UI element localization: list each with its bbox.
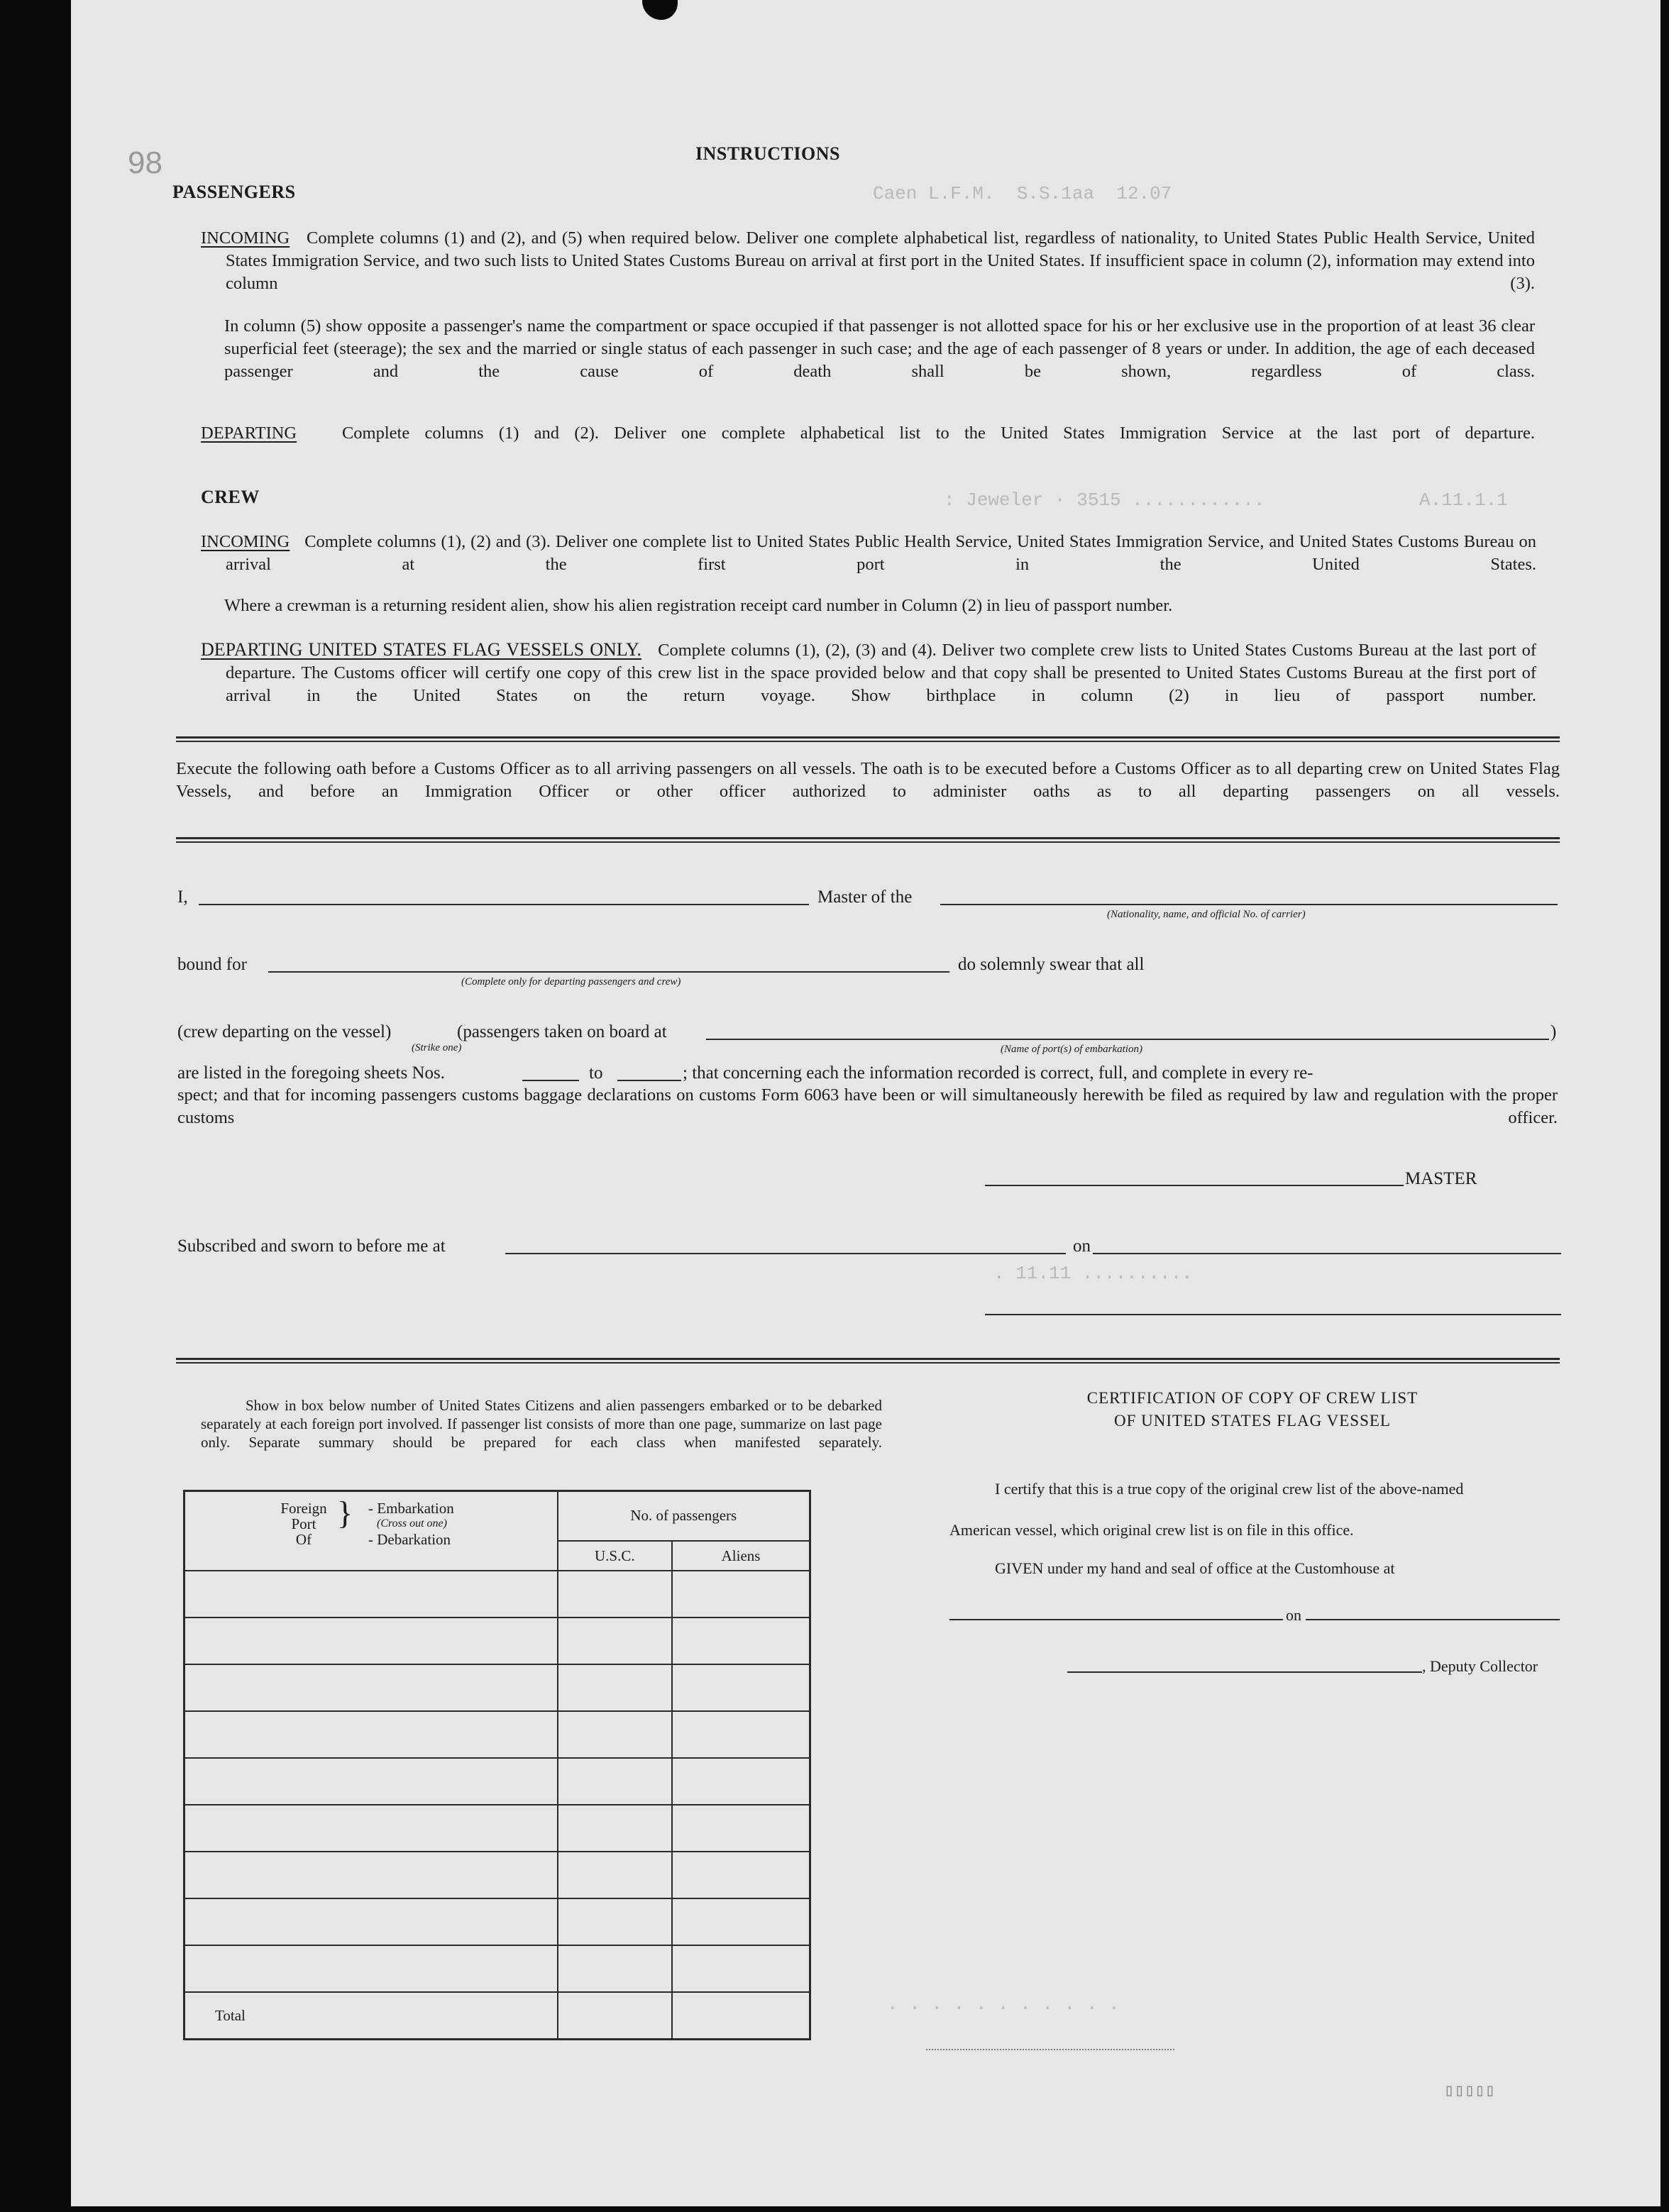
certification-on-label: on xyxy=(1286,1606,1301,1624)
officer-signature-field[interactable] xyxy=(985,1314,1561,1315)
table-row xyxy=(184,1617,810,1664)
bleed-through-text: : Jeweler · 3515 ............ xyxy=(944,490,1265,511)
master-label: MASTER xyxy=(1405,1169,1477,1188)
port-cell[interactable] xyxy=(184,1711,558,1758)
table-row xyxy=(184,1664,810,1711)
usc-cell[interactable] xyxy=(558,1617,673,1664)
usc-cell[interactable] xyxy=(558,1898,673,1945)
passengers-incoming-paragraph xyxy=(201,227,1535,318)
bleed-through-text: Caen L.F.M. S.S.1aa 12.07 xyxy=(873,183,1172,204)
total-aliens-cell[interactable] xyxy=(672,1992,810,2039)
archive-stamp: ▯▯▯▯▯ xyxy=(1444,2082,1496,2101)
total-row xyxy=(184,1992,810,2039)
passengers-taken-option[interactable]: (passengers taken on board at xyxy=(457,1022,667,1041)
aliens-cell[interactable] xyxy=(672,1805,810,1852)
crew-departing-label: DEPARTING UNITED STATES FLAG VESSELS ONLY. xyxy=(201,639,641,660)
port-header-cell xyxy=(184,1491,558,1571)
port-cell[interactable] xyxy=(184,1805,558,1852)
table-row xyxy=(184,1898,810,1945)
listed-continuation-text: spect; and that for incoming passengers customs baggage declarations on customs Form 6063 have been or will simultaneously herewith be filed as required by law and regulation with the proper customs officer. xyxy=(177,1085,1558,1127)
listed-label: are listed in the foregoing sheets Nos. xyxy=(177,1063,445,1083)
deputy-collector-label: , Deputy Collector xyxy=(1422,1657,1538,1675)
deputy-signature-field[interactable] xyxy=(1067,1671,1422,1673)
subscribed-label: Subscribed and sworn to before me at xyxy=(177,1237,446,1256)
master-signature-field[interactable] xyxy=(985,1185,1404,1186)
port-cell[interactable] xyxy=(184,1617,558,1664)
embarkation-port-field[interactable] xyxy=(706,1039,1549,1040)
stamp-residue xyxy=(926,2049,1174,2050)
oath-intro-paragraph xyxy=(176,758,1560,826)
aliens-cell[interactable] xyxy=(672,1758,810,1805)
carrier-caption: (Nationality, name, and official No. of carrier) xyxy=(1107,909,1306,920)
sheet-from-field[interactable] xyxy=(522,1080,579,1081)
section-divider xyxy=(176,837,1560,843)
table-row xyxy=(184,1571,810,1617)
aliens-cell[interactable] xyxy=(672,1898,810,1945)
certification-title xyxy=(940,1387,1565,1432)
bound-for-field[interactable] xyxy=(268,971,949,973)
cross-out-caption: (Cross out one) xyxy=(377,1517,447,1530)
certify-text-line2: American vessel, which original crew list is on file in this office. xyxy=(949,1521,1354,1539)
customhouse-field[interactable] xyxy=(949,1619,1283,1620)
summary-instructions-text: Show in box below number of United States Citizens and alien passengers embarked or to be debarked separately at each foreign port involved. If passenger list consists of more than one page, summarize on last page only. Separate summary should be prepared for each class when manifested separately. xyxy=(201,1397,882,1451)
page-title: INSTRUCTIONS xyxy=(695,143,840,164)
listed-to-label: to xyxy=(589,1063,603,1083)
bound-for-label: bound for xyxy=(177,955,247,974)
passengers-incoming-text: Complete columns (1) and (2), and (5) when required below. Deliver one complete alphabetical list, regardless of nationality, to United States Public Health Service, United States Immigration Service, and two such lists to United States Customs Bureau on arrival at first port in the United States. If insufficient space in column (2), information may extend into column (3). xyxy=(226,228,1535,293)
section-divider xyxy=(176,736,1560,742)
port-cell[interactable] xyxy=(184,1945,558,1992)
table-row xyxy=(184,1711,810,1758)
bleed-through-text: . . . . . . . . . . . xyxy=(887,1993,1120,2015)
embarkation-option[interactable]: - Embarkation xyxy=(368,1500,454,1517)
oath-i-label: I, xyxy=(177,887,188,907)
listed-statement: ; that concerning each the information recorded is correct, full, and complete in every re- xyxy=(683,1063,1313,1083)
close-paren: ) xyxy=(1550,1022,1557,1041)
usc-cell[interactable] xyxy=(558,1945,673,1992)
certification-title-line2: OF UNITED STATES FLAG VESSEL xyxy=(1114,1412,1391,1429)
no-passengers-header: No. of passengers xyxy=(558,1491,810,1541)
certification-title-line1: CERTIFICATION OF COPY OF CREW LIST xyxy=(1086,1389,1419,1407)
usc-cell[interactable] xyxy=(558,1805,673,1852)
carrier-field[interactable] xyxy=(940,904,1558,905)
usc-header: U.S.C. xyxy=(558,1541,673,1571)
table-row xyxy=(184,1758,810,1805)
aliens-cell[interactable] xyxy=(672,1664,810,1711)
port-cell[interactable] xyxy=(184,1758,558,1805)
aliens-cell[interactable] xyxy=(672,1571,810,1617)
passengers-incoming-label: INCOMING xyxy=(201,228,290,248)
aliens-cell[interactable] xyxy=(672,1711,810,1758)
aliens-header: Aliens xyxy=(672,1541,810,1571)
aliens-cell[interactable] xyxy=(672,1852,810,1898)
crew-departing-text: Complete columns (1), (2), (3) and (4). Deliver two complete crew lists to United States Customs Bureau at the last port of departure. The Customs officer will certify one copy of this crew list in the space provided below and that copy shall be presented to United States Customs Bureau at the first port of arrival in the United States on the return voyage. Show birthplace in column (2) in lieu of passport number. xyxy=(226,641,1536,705)
table-row xyxy=(184,1945,810,1992)
page-number: 98 xyxy=(128,145,163,180)
crew-incoming-paragraph xyxy=(201,531,1536,599)
summary-instructions-paragraph xyxy=(201,1396,882,1470)
crew-departing-option[interactable]: (crew departing on the vessel) xyxy=(177,1022,392,1041)
usc-cell[interactable] xyxy=(558,1571,673,1617)
usc-cell[interactable] xyxy=(558,1758,673,1805)
listed-continuation-paragraph xyxy=(177,1084,1558,1152)
given-text: GIVEN under my hand and seal of office at the Customhouse at xyxy=(995,1559,1395,1577)
right-brace-icon: } xyxy=(337,1495,353,1531)
port-cell[interactable] xyxy=(184,1898,558,1945)
foreign-label: Foreign xyxy=(280,1500,327,1517)
master-name-field[interactable] xyxy=(199,904,809,905)
oath-intro-text: Execute the following oath before a Customs Officer as to all arriving passengers on all vessels. The oath is to be executed before a Customs Officer as to all departing crew on United States Flag Vessels, and before an Immigration Officer or other officer authorized to administer oaths as to all departing passengers on all vessels. xyxy=(176,759,1560,801)
aliens-cell[interactable] xyxy=(672,1945,810,1992)
passengers-heading: PASSENGERS xyxy=(172,182,296,202)
sworn-on-label: on xyxy=(1073,1237,1091,1256)
section-divider xyxy=(176,1358,1560,1364)
port-label: Port xyxy=(291,1515,316,1532)
port-cell[interactable] xyxy=(184,1571,558,1617)
table-row xyxy=(184,1852,810,1898)
port-caption: (Name of port(s) of embarkation) xyxy=(1001,1044,1142,1055)
certification-date-field[interactable] xyxy=(1306,1619,1560,1620)
column5-text: In column (5) show opposite a passenger's name the compartment or space occupied if that passenger is not allotted space for his or her exclusive use in the proportion of at least 36 clear superficial feet (steerage); the sex and the married or single status of each passenger in such case; and the age of each passenger of 8 years or under. In addition, the age of each deceased passenger and the cause of death shall be shown, regardless of class. xyxy=(224,316,1535,381)
bleed-through-text: . 11.11 .......... xyxy=(993,1263,1193,1284)
debarkation-option[interactable]: - Debarkation xyxy=(368,1531,451,1548)
sheet-to-field[interactable] xyxy=(617,1080,681,1081)
passenger-summary-table xyxy=(183,1490,811,2040)
crew-heading: CREW xyxy=(201,487,260,507)
master-of-label: Master of the xyxy=(817,887,913,907)
strike-one-caption: (Strike one) xyxy=(412,1042,462,1054)
port-cell[interactable] xyxy=(184,1852,558,1898)
passengers-departing-text: Complete columns (1) and (2). Deliver one complete alphabetical list to the United States Immigration Service at the last port of departure. xyxy=(341,424,1536,443)
crew-incoming-text: Complete columns (1), (2) and (3). Deliver one complete list to United States Public Health Service, United States Immigration Service, and United States Customs Bureau on arrival at the first port in the United States. xyxy=(226,532,1536,574)
crew-departing-paragraph xyxy=(201,638,1536,730)
usc-cell[interactable] xyxy=(558,1852,673,1898)
sworn-date-field[interactable] xyxy=(1093,1253,1561,1254)
crew-incoming-label: INCOMING xyxy=(201,532,290,551)
column5-paragraph xyxy=(224,315,1535,406)
certify-text-line1: I certify that this is a true copy of the original crew list of the above-named xyxy=(995,1480,1464,1498)
crew-resident-text: Where a crewman is a returning resident alien, show his alien registration receipt card number in Column (2) in lieu of passport number. xyxy=(224,596,1173,615)
passengers-departing-paragraph xyxy=(201,422,1535,468)
port-cell[interactable] xyxy=(184,1664,558,1711)
usc-cell[interactable] xyxy=(558,1664,673,1711)
table-row xyxy=(184,1805,810,1852)
bleed-through-text: A.11.1.1 xyxy=(1419,490,1508,511)
of-label: Of xyxy=(295,1531,312,1548)
crew-resident-paragraph xyxy=(224,595,1536,617)
bound-for-caption: (Complete only for departing passengers and crew) xyxy=(461,976,681,988)
total-usc-cell[interactable] xyxy=(558,1992,673,2039)
sworn-place-field[interactable] xyxy=(505,1253,1066,1254)
aliens-cell[interactable] xyxy=(672,1617,810,1664)
usc-cell[interactable] xyxy=(558,1711,673,1758)
total-label: Total xyxy=(184,1992,558,2039)
swear-label: do solemnly swear that all xyxy=(958,955,1145,974)
passengers-departing-label: DEPARTING xyxy=(201,424,297,443)
document-page xyxy=(71,0,1660,2206)
